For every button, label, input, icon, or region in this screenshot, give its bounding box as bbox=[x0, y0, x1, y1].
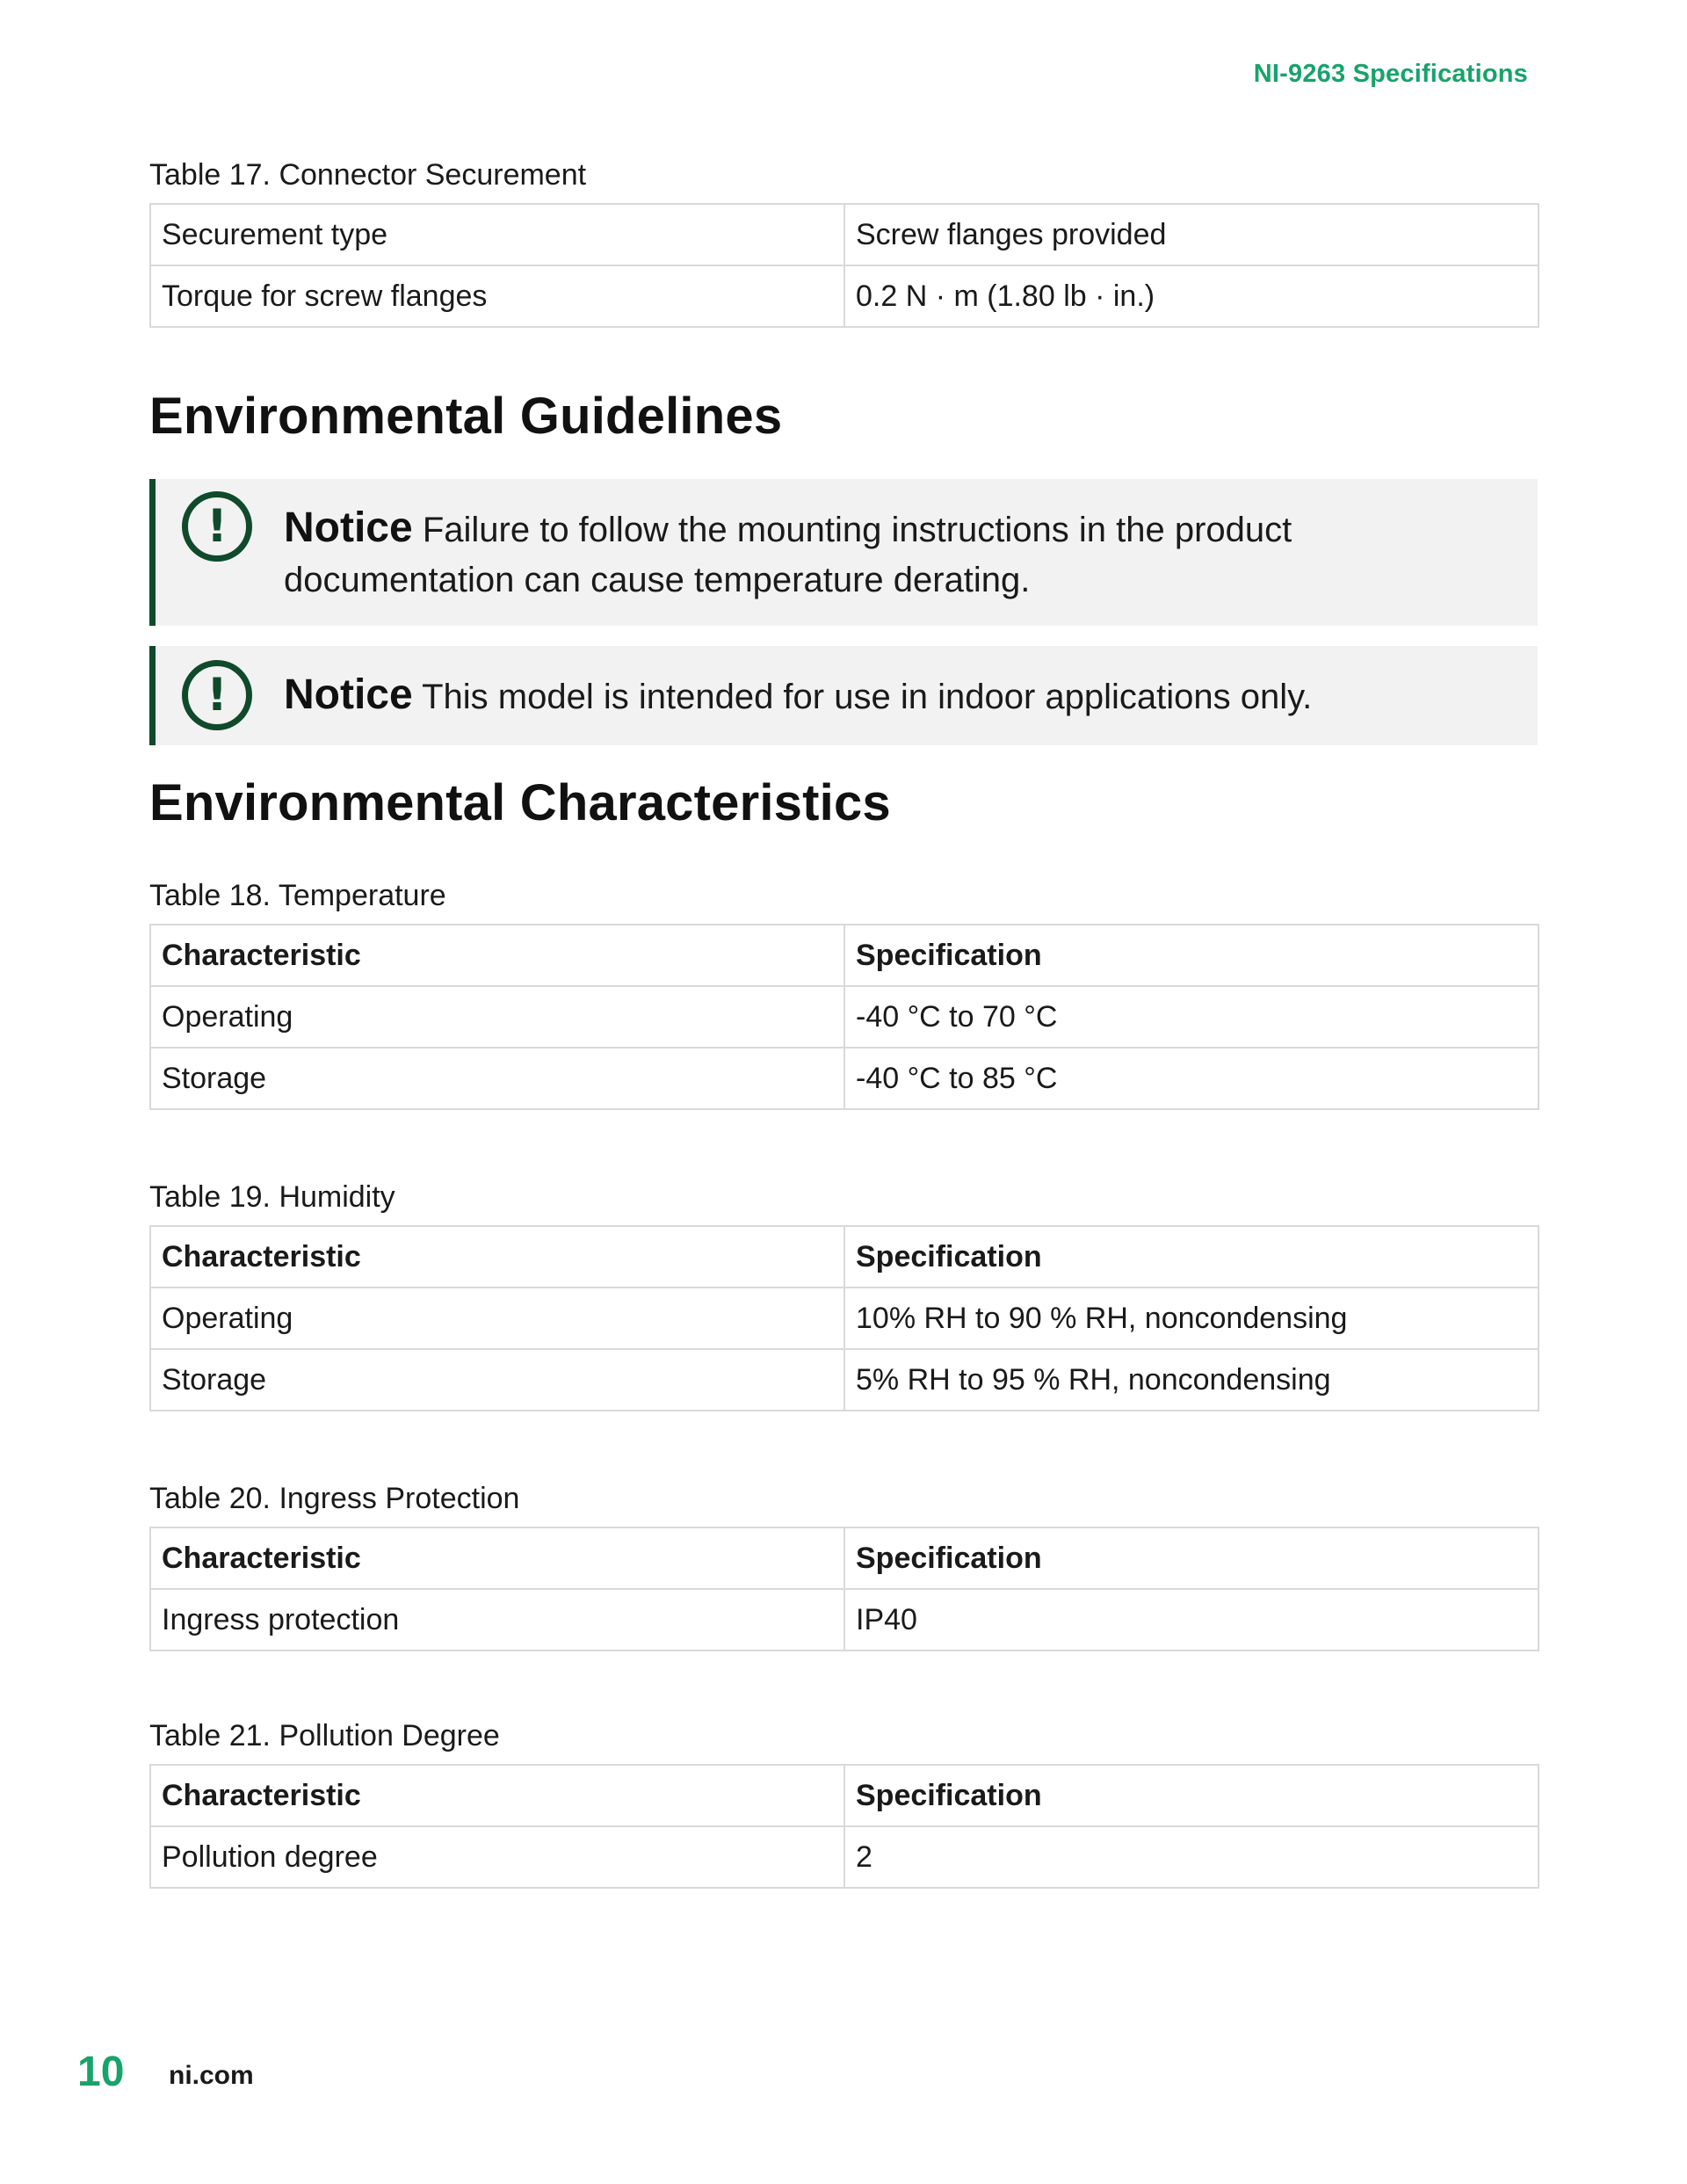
table-row bbox=[150, 1826, 1539, 1888]
table-row bbox=[150, 1349, 1539, 1411]
notice-text bbox=[284, 503, 1485, 606]
table-19-humidity bbox=[149, 1225, 1539, 1411]
table-row bbox=[150, 986, 1539, 1048]
table-21-pollution-degree bbox=[149, 1764, 1539, 1889]
table-header-row bbox=[150, 925, 1539, 986]
table-cell: 5% RH to 95 % RH, noncondensing bbox=[844, 1349, 1539, 1411]
table-18-caption: Table 18. Temperature bbox=[149, 879, 446, 912]
column-header: Characteristic bbox=[150, 1226, 844, 1288]
column-header: Characteristic bbox=[150, 925, 844, 986]
table-header-row bbox=[150, 1527, 1539, 1589]
table-21-caption: Table 21. Pollution Degree bbox=[149, 1719, 500, 1752]
column-header: Specification bbox=[844, 1226, 1539, 1288]
notice-label: Notice bbox=[284, 671, 413, 718]
notice-exclamation-icon: ! bbox=[182, 491, 252, 562]
notice-box-indoor bbox=[149, 646, 1538, 745]
footer-page-number: 10 bbox=[77, 2049, 125, 2095]
table-cell: Torque for screw flanges bbox=[150, 265, 844, 327]
table-row bbox=[150, 1048, 1539, 1109]
column-header: Specification bbox=[844, 1765, 1539, 1826]
table-cell: Storage bbox=[150, 1048, 844, 1109]
table-cell: Pollution degree bbox=[150, 1826, 844, 1888]
column-header: Characteristic bbox=[150, 1527, 844, 1589]
table-cell: 0.2 N · m (1.80 lb · in.) bbox=[844, 265, 1539, 327]
table-cell: Operating bbox=[150, 1288, 844, 1349]
table-19-caption: Table 19. Humidity bbox=[149, 1180, 395, 1214]
column-header: Specification bbox=[844, 925, 1539, 986]
table-cell: Screw flanges provided bbox=[844, 204, 1539, 265]
section-heading-environmental-guidelines: Environmental Guidelines bbox=[149, 388, 783, 445]
column-header: Specification bbox=[844, 1527, 1539, 1589]
table-cell: Securement type bbox=[150, 204, 844, 265]
table-cell: -40 °C to 70 °C bbox=[844, 986, 1539, 1048]
table-cell: 10% RH to 90 % RH, noncondensing bbox=[844, 1288, 1539, 1349]
notice-label: Notice bbox=[284, 504, 413, 551]
table-row bbox=[150, 1589, 1539, 1651]
column-header: Characteristic bbox=[150, 1765, 844, 1826]
table-20-ingress-protection bbox=[149, 1527, 1539, 1651]
table-row bbox=[150, 204, 1539, 265]
notice-box-mounting bbox=[149, 479, 1538, 626]
running-header: NI-9263 Specifications bbox=[1253, 60, 1528, 88]
table-cell: Storage bbox=[150, 1349, 844, 1411]
table-cell: 2 bbox=[844, 1826, 1539, 1888]
table-row bbox=[150, 1288, 1539, 1349]
table-cell: -40 °C to 85 °C bbox=[844, 1048, 1539, 1109]
table-header-row bbox=[150, 1765, 1539, 1826]
notice-body: Failure to follow the mounting instructions in the product documentation can cause temperature derating. bbox=[284, 511, 1292, 599]
table-17-caption: Table 17. Connector Securement bbox=[149, 158, 587, 192]
notice-text bbox=[284, 670, 1485, 722]
table-cell: IP40 bbox=[844, 1589, 1539, 1651]
notice-body: This model is intended for use in indoor applications only. bbox=[422, 678, 1313, 716]
table-20-caption: Table 20. Ingress Protection bbox=[149, 1482, 520, 1515]
section-heading-environmental-characteristics: Environmental Characteristics bbox=[149, 774, 891, 831]
table-18-temperature bbox=[149, 924, 1539, 1110]
table-17-connector-securement bbox=[149, 203, 1539, 328]
table-header-row bbox=[150, 1226, 1539, 1288]
table-cell: Ingress protection bbox=[150, 1589, 844, 1651]
table-cell: Operating bbox=[150, 986, 844, 1048]
table-row bbox=[150, 265, 1539, 327]
footer-site-link[interactable]: ni.com bbox=[169, 2061, 254, 2090]
notice-exclamation-icon: ! bbox=[182, 660, 252, 730]
